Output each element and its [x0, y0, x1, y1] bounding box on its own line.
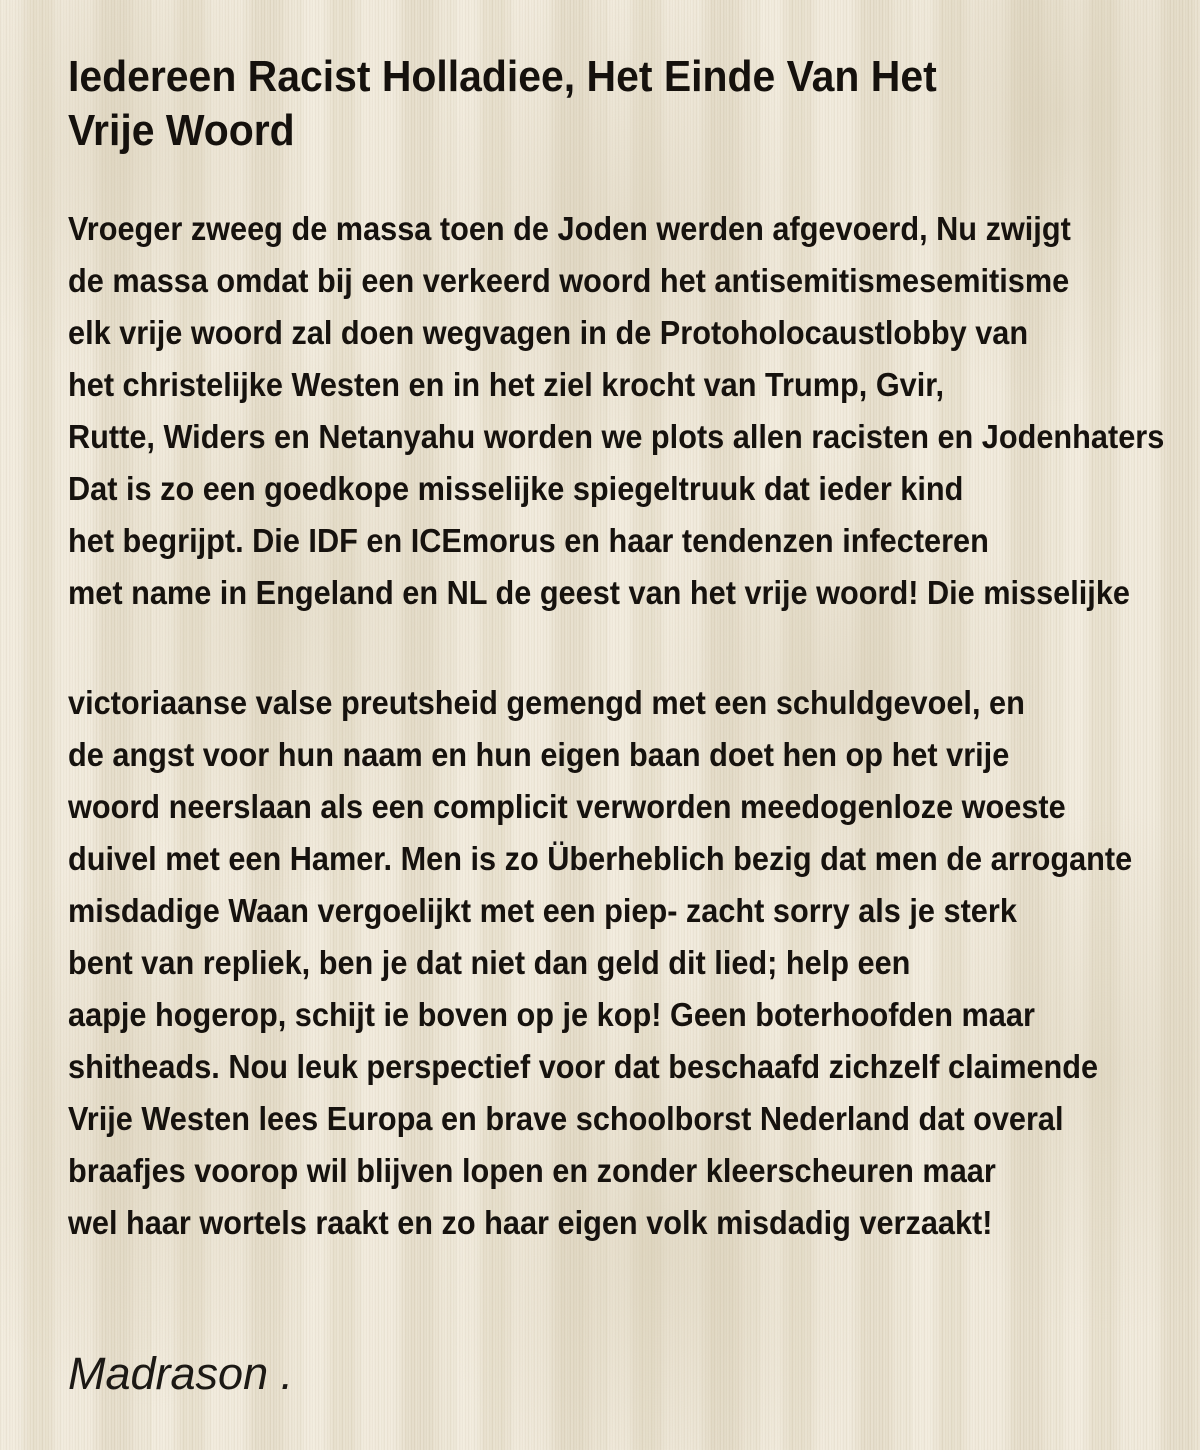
poem-line-text: Vroeger zweeg de massa toen de Joden werden afgevoerd, Nu zwijgt — [68, 210, 1071, 247]
poem-line-text: victoriaanse valse preutsheid gemengd met een schuldgevoel, en — [68, 684, 1025, 721]
poem-line — [68, 203, 1200, 255]
poem-line — [68, 1145, 1200, 1197]
poem-line — [68, 463, 1200, 515]
poem-line — [68, 833, 1200, 885]
poem-line-text: braafjes voorop wil blijven lopen en zonder kleerscheuren maar — [68, 1152, 996, 1189]
poem-line — [68, 411, 1200, 463]
poem-line-text: shitheads. Nou leuk perspectief voor dat beschaafd zichzelf claimende — [68, 1048, 1099, 1085]
poem-line — [68, 307, 1200, 359]
poem-line — [68, 567, 1200, 619]
poem-line-text: woord neerslaan als een complicit verworden meedogenloze woeste — [68, 788, 1066, 825]
poet-name: Madrason . — [68, 1348, 294, 1399]
poem-line — [68, 1197, 1200, 1249]
poem-title-line: Vrije Woord — [68, 106, 295, 155]
poem-line-text: duivel met een Hamer. Men is zo Überheblich bezig dat men de arrogante — [68, 840, 1133, 877]
poem-line-text: Vrije Westen lees Europa en brave schoolborst Nederland dat overal — [68, 1100, 1064, 1137]
poem-line-text: bent van repliek, ben je dat niet dan geld dit lied; help een — [68, 944, 911, 981]
poem-line-text: misdadige Waan vergoelijkt met een piep- zacht sorry als je sterk — [68, 892, 1017, 929]
poem-line — [68, 937, 1200, 989]
poem-line-text: de angst voor hun naam en hun eigen baan doet hen op het vrije — [68, 736, 1010, 773]
poem-line — [68, 989, 1200, 1041]
poem-line — [68, 885, 1200, 937]
poem-line — [68, 1093, 1200, 1145]
poem-body — [68, 203, 1200, 1249]
poem-line-text: elk vrije woord zal doen wegvagen in de Protoholocaustlobby van — [68, 314, 1029, 351]
poem-title-line: Iedereen Racist Holladiee, Het Einde Van Het — [68, 52, 937, 101]
poem-line — [68, 255, 1200, 307]
poem-line-text: met name in Engeland en NL de geest van het vrije woord! Die misselijke — [68, 574, 1130, 611]
poem-line-text: het christelijke Westen en in het ziel krocht van Trump, Gvir, — [68, 366, 945, 403]
poem-line-text: de massa omdat bij een verkeerd woord het antisemitismesemitisme — [68, 262, 1070, 299]
poem-line-text: aapje hogerop, schijt ie boven op je kop! Geen boterhoofden maar — [68, 996, 1035, 1033]
stanza — [68, 203, 1200, 619]
poem-line — [68, 359, 1200, 411]
poem-line-text: het begrijpt. Die IDF en ICEmorus en haar tendenzen infecteren — [68, 522, 989, 559]
poem-title — [68, 50, 1128, 158]
poem-line — [68, 677, 1200, 729]
poem-line-text: Dat is zo een goedkope misselijke spiegeltruuk dat ieder kind — [68, 470, 964, 507]
poem-line — [68, 781, 1200, 833]
poem-line — [68, 515, 1200, 567]
poem-line — [68, 729, 1200, 781]
poem-line-text: wel haar wortels raakt en zo haar eigen volk misdadig verzaakt! — [68, 1204, 993, 1241]
stanza — [68, 677, 1200, 1249]
poem-line — [68, 1041, 1200, 1093]
poem-line-text: Rutte, Widers en Netanyahu worden we plots allen racisten en Jodenhaters — [68, 418, 1165, 455]
